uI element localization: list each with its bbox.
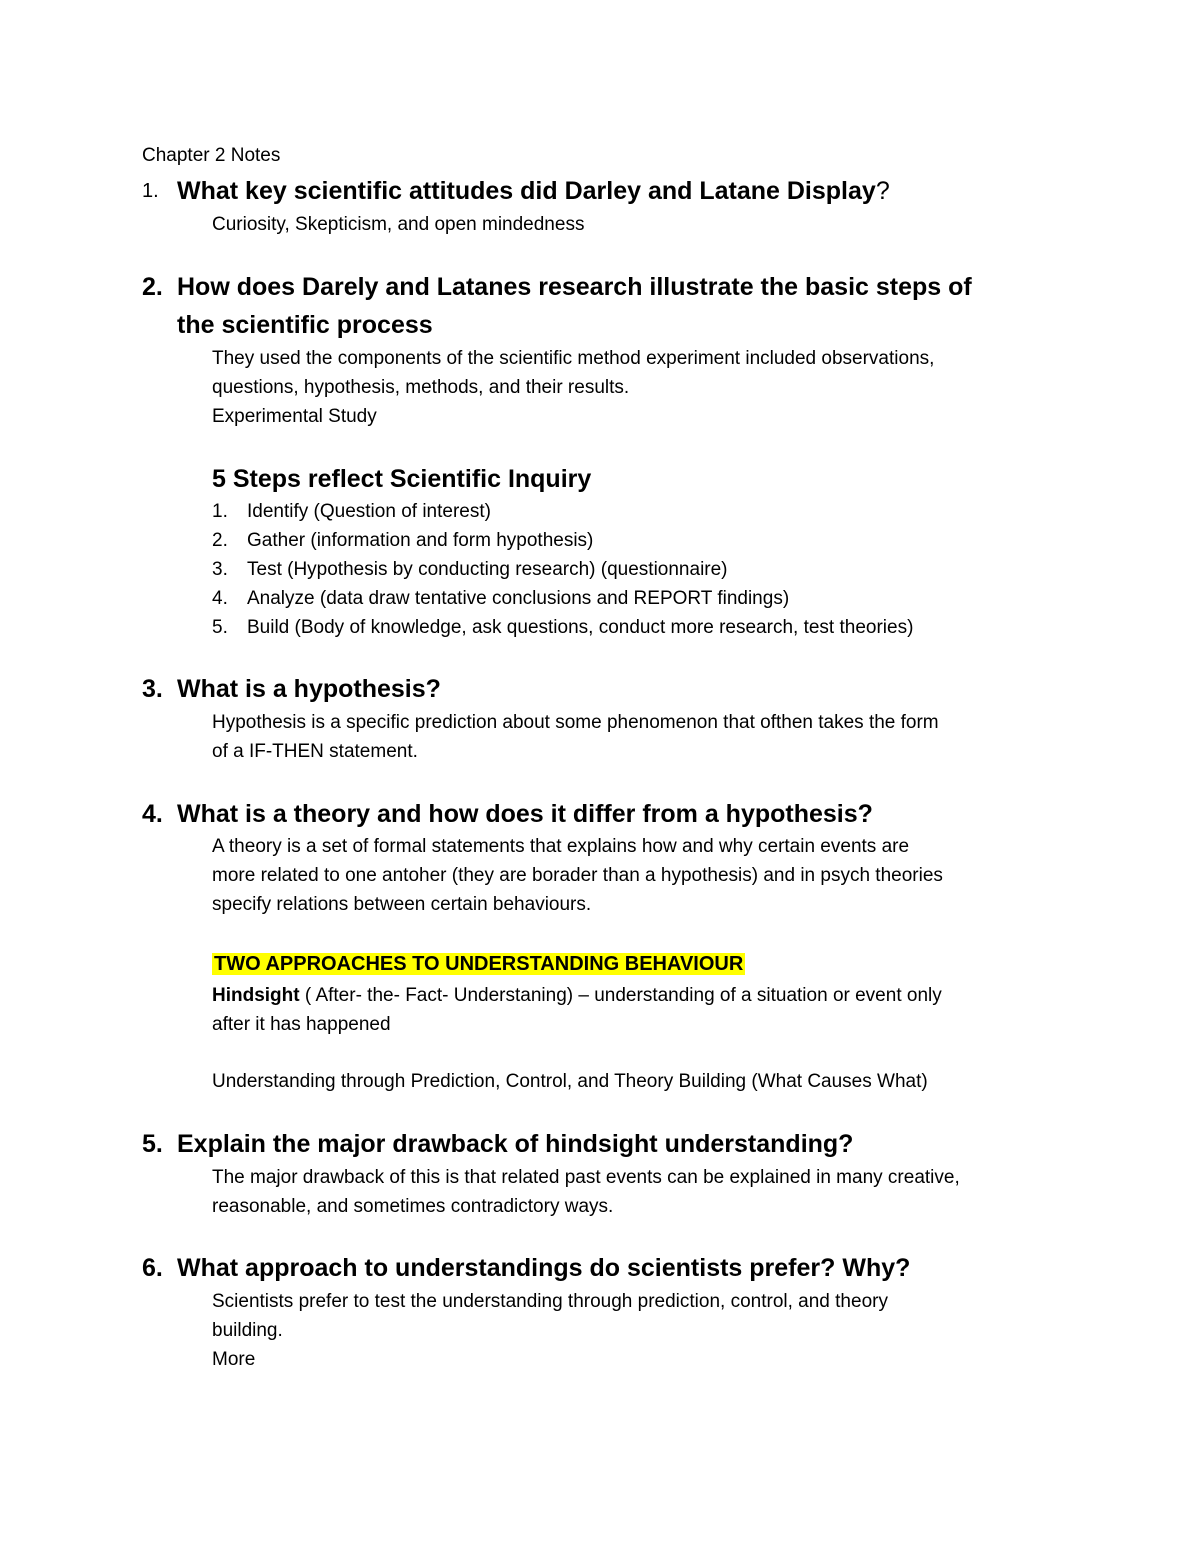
answer-line: A theory is a set of formal statements that explains how and why certain events are (212, 836, 910, 857)
answer-line: specify relations between certain behaviours. (212, 894, 592, 915)
question-2 (142, 268, 972, 344)
answer-line: reasonable, and sometimes contradictory ways. (212, 1196, 614, 1217)
question-4 (142, 795, 873, 833)
hindsight-definition: Hindsight ( After- the- Fact- Understaning) – understanding of a situation or event only after it has happened (212, 985, 942, 1035)
question-text: What key scientific attitudes did Darley and Latane Display (177, 177, 876, 205)
answer-line: More (212, 1349, 256, 1370)
answer-2 (212, 344, 1092, 431)
list-item: 3. Test (Hypothesis by conducting research) (questionnaire) (212, 559, 728, 580)
question-number: 1. (142, 180, 159, 202)
answer-line: They used the components of the scientific method experiment included observations, (212, 348, 935, 369)
answer-line: Experimental Study (212, 406, 377, 427)
document-title: Chapter 2 Notes (142, 145, 281, 166)
answer-line: questions, hypothesis, methods, and their results. (212, 377, 630, 398)
hindsight-term: Hindsight (212, 985, 300, 1006)
question-text-line: the scientific process (177, 311, 433, 339)
answer-5 (212, 1163, 1092, 1221)
question-text: What is a hypothesis? (177, 675, 441, 703)
question-text-line: How does Darely and Latanes research illustrate the basic steps of (177, 273, 972, 301)
question-number: 5. (142, 1130, 163, 1158)
answer-line: more related to one antoher (they are borader than a hypothesis) and in psych theories (212, 865, 943, 886)
answer-1: Curiosity, Skepticism, and open mindedness (212, 214, 585, 235)
question-number: 4. (142, 800, 163, 828)
list-item: 5. Build (Body of knowledge, ask questions, conduct more research, test theories) (212, 617, 914, 638)
answer-line: Hypothesis is a specific prediction about some phenomenon that ofthen takes the form (212, 712, 939, 733)
question-text: What approach to understandings do scientists prefer? Why? (177, 1254, 911, 1282)
question-text: What is a theory and how does it differ from a hypothesis? (177, 800, 873, 828)
answer-3 (212, 708, 1092, 766)
approaches-heading: TWO APPROACHES TO UNDERSTANDING BEHAVIOUR (214, 953, 744, 975)
question-3 (142, 670, 441, 708)
answer-6 (212, 1287, 1092, 1374)
question-number: 6. (142, 1254, 163, 1282)
steps-list (212, 497, 913, 642)
question-number: 3. (142, 675, 163, 703)
question-1 (142, 172, 890, 210)
question-tail: ? (875, 177, 890, 205)
answer-line: The major drawback of this is that related past events can be explained in many creative, (212, 1167, 960, 1188)
question-6 (142, 1249, 910, 1287)
answer-line: building. (212, 1320, 283, 1341)
steps-heading: 5 Steps reflect Scientific Inquiry (212, 465, 592, 493)
question-number: 2. (142, 273, 163, 301)
prediction-approach: Understanding through Prediction, Control, and Theory Building (What Causes What) (212, 1071, 928, 1092)
list-item: 1. Identify (Question of interest) (212, 501, 491, 522)
question-5 (142, 1125, 853, 1163)
question-text: Explain the major drawback of hindsight understanding? (177, 1130, 854, 1158)
answer-4 (212, 832, 1092, 919)
answer-line: of a IF-THEN statement. (212, 741, 418, 762)
list-item: 2. Gather (information and form hypothesis) (212, 530, 594, 551)
answer-line: Scientists prefer to test the understanding through prediction, control, and theory (212, 1291, 888, 1312)
list-item: 4. Analyze (data draw tentative conclusions and REPORT findings) (212, 588, 790, 609)
